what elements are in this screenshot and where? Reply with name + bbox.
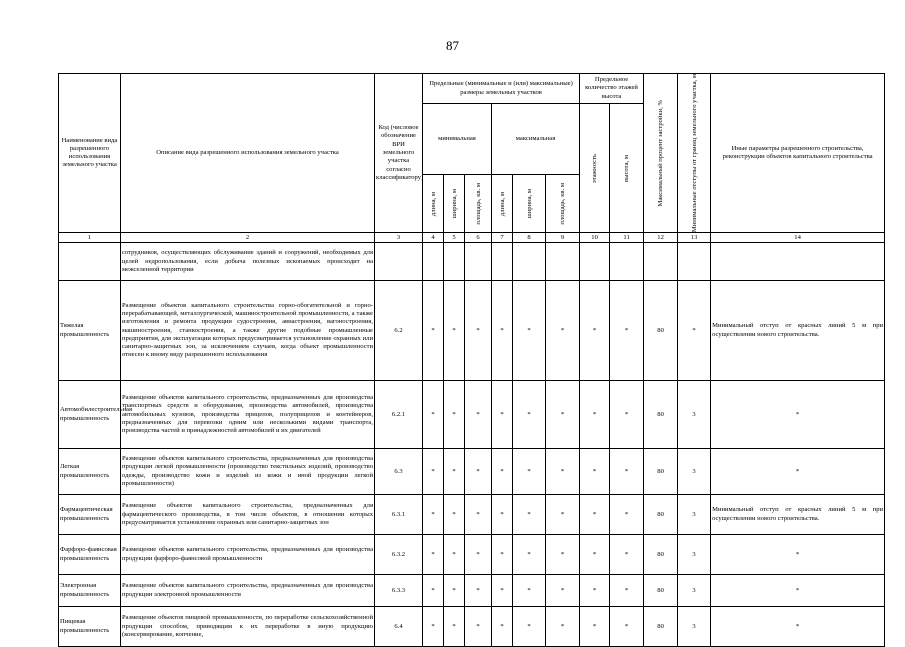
use-description: Размещение объектов капитального строительства горно-обогатительной и горно-перерабатывающей, металлургической, машиностроительной промышленности, а также изготовления и ремонта продукции судостроения, авиастроения, вагоностроения, машиностроения, станкостроения, а также другие подобные промышленные предприятия, для эксплуатации которых предусматривается установление охранных или санитарно-защитных зон, за исключением случаев, когда объект промышленности отнесен к иному виду разрешенного использования — [121, 281, 375, 381]
column-number: 2 — [121, 233, 375, 243]
limit-value: * — [513, 535, 546, 575]
max-build-percent: 80 — [644, 535, 678, 575]
limit-value: * — [546, 281, 580, 381]
page-number: 87 — [446, 38, 459, 53]
use-name: Электронная промышленность — [59, 575, 121, 607]
limit-value: * — [610, 495, 644, 535]
max-build-percent: 80 — [644, 495, 678, 535]
header-code: Код (числовое обозначение ВРИ земельного участка согласно классификатору) — [375, 74, 423, 233]
limit-value: * — [444, 575, 465, 607]
limit-value: * — [492, 449, 513, 495]
limit-value: * — [580, 575, 610, 607]
header-max-length: длина, м — [492, 175, 513, 233]
limit-value: * — [546, 381, 580, 449]
table-row — [59, 281, 885, 381]
column-number: 3 — [375, 233, 423, 243]
use-code: 6.2 — [375, 281, 423, 381]
limit-value: * — [513, 575, 546, 607]
header-max-width: ширина, м — [513, 175, 546, 233]
use-description: Размещение объектов пищевой промышленности, по переработке сельскохозяйственной продукции способом, приводящим к их переработке в иную продукцию (консервирование, копчение, — [121, 607, 375, 647]
column-number: 8 — [513, 233, 546, 243]
header-min: минимальная — [423, 104, 492, 175]
limit-value: * — [580, 281, 610, 381]
header-min-offset: Минимальные отступы от границ земельного участка, м — [678, 74, 711, 233]
limit-value: * — [546, 535, 580, 575]
use-name: Фармацевтическая промышленность — [59, 495, 121, 535]
use-code: 6.3.1 — [375, 495, 423, 535]
limit-value: * — [465, 575, 492, 607]
limit-value: * — [465, 535, 492, 575]
header-height: высота, м — [610, 104, 644, 233]
column-number: 12 — [644, 233, 678, 243]
use-name: Пищевая промышленность — [59, 607, 121, 647]
other-params: * — [711, 575, 885, 607]
column-number: 1 — [59, 233, 121, 243]
other-params: * — [711, 381, 885, 449]
limit-value: * — [423, 535, 444, 575]
limit-value: * — [465, 281, 492, 381]
max-build-percent: 80 — [644, 381, 678, 449]
header-plot-limits: Предельные (минимальные и (или) максимальные) размеры земельных участков — [423, 74, 580, 104]
min-offset: 3 — [678, 449, 711, 495]
limit-value: * — [423, 381, 444, 449]
max-build-percent: 80 — [644, 449, 678, 495]
limit-value: * — [513, 607, 546, 647]
other-params: * — [711, 607, 885, 647]
other-params: * — [711, 535, 885, 575]
use-description: Размещение объектов капитального строительства, предназначенных для производства продукции легкой промышленности (производство текстильных изделий, производство одежды, производство кожи и изделий из кожи и иной продукции легкой промышленности) — [121, 449, 375, 495]
limit-value: * — [423, 449, 444, 495]
limit-value: * — [444, 281, 465, 381]
header-max-build: Максимальный процент застройки, % — [644, 74, 678, 233]
use-name: Легкая промышленность — [59, 449, 121, 495]
min-offset: * — [678, 281, 711, 381]
table-row — [59, 535, 885, 575]
limit-value: * — [444, 535, 465, 575]
min-offset: 3 — [678, 381, 711, 449]
limit-value: * — [513, 281, 546, 381]
limit-value: * — [580, 381, 610, 449]
column-number: 4 — [423, 233, 444, 243]
max-build-percent: 80 — [644, 607, 678, 647]
limit-value: * — [492, 495, 513, 535]
limit-value: * — [492, 381, 513, 449]
limit-value: * — [444, 495, 465, 535]
column-numbers-row — [59, 233, 885, 243]
header-floor-count: этажность — [580, 104, 610, 233]
use-name: Тяжелая промышленность — [59, 281, 121, 381]
limit-value: * — [513, 495, 546, 535]
max-build-percent: 80 — [644, 281, 678, 381]
continuation-description: сотрудников, осуществляющих обслуживание зданий и сооружений, необходимых для целей недропользования, если добыча полезных ископаемых происходит на межселенной территории — [121, 243, 375, 281]
limit-value: * — [546, 607, 580, 647]
header-min-area: площадь, кв. м — [465, 175, 492, 233]
limit-value: * — [610, 535, 644, 575]
column-number: 11 — [610, 233, 644, 243]
limit-value: * — [444, 607, 465, 647]
table-row-continuation — [59, 243, 885, 281]
min-offset: 3 — [678, 495, 711, 535]
column-number: 6 — [465, 233, 492, 243]
limit-value: * — [610, 575, 644, 607]
header-other-params: Иные параметры разрешенного строительства, реконструкции объектов капитального строительства — [711, 74, 885, 233]
use-code: 6.2.1 — [375, 381, 423, 449]
limit-value: * — [492, 607, 513, 647]
use-description: Размещение объектов капитального строительства, предназначенных для производства продукции фарфоро-фаянсовой промышленности — [121, 535, 375, 575]
table-row — [59, 381, 885, 449]
limit-value: * — [610, 449, 644, 495]
header-min-width: ширина, м — [444, 175, 465, 233]
limit-value: * — [580, 495, 610, 535]
limit-value: * — [546, 495, 580, 535]
other-params: Минимальный отступ от красных линий 5 м при осуществлении нового строительства. — [711, 495, 885, 535]
min-offset: 3 — [678, 575, 711, 607]
column-number: 9 — [546, 233, 580, 243]
limit-value: * — [444, 381, 465, 449]
use-description: Размещение объектов капитального строительства, предназначенных для производства транспортных средств и оборудования, производства автомобилей, производства автомобильных кузовов, производства прицепов, полуприцепов и контейнеров, предназначенных для перевозки одним или несколькими видами транспорта, производства частей и принадлежностей автомобилей и их двигателей — [121, 381, 375, 449]
column-number: 14 — [711, 233, 885, 243]
limit-value: * — [546, 449, 580, 495]
limit-value: * — [580, 535, 610, 575]
use-description: Размещение объектов капитального строительства, предназначенных для производства продукции электронной промышленности — [121, 575, 375, 607]
other-params: Минимальный отступ от красных линий 5 м при осуществлении нового строительства. — [711, 281, 885, 381]
limit-value: * — [465, 607, 492, 647]
max-build-percent: 80 — [644, 575, 678, 607]
table-row — [59, 575, 885, 607]
header-floors: Предельное количество этажей высота — [580, 74, 644, 104]
table-row — [59, 607, 885, 647]
limit-value: * — [610, 281, 644, 381]
limit-value: * — [423, 575, 444, 607]
use-description: Размещение объектов капитального строительства, предназначенных для фармацевтического производства, в том числе объектов, в отношении которых предусматривается установление охранных или санитарно-защитных зон — [121, 495, 375, 535]
column-number: 7 — [492, 233, 513, 243]
column-number: 10 — [580, 233, 610, 243]
use-name: Автомобилестроительная промышленность — [59, 381, 121, 449]
column-number: 5 — [444, 233, 465, 243]
other-params: * — [711, 449, 885, 495]
header-min-length: длина, м — [423, 175, 444, 233]
limit-value: * — [610, 607, 644, 647]
use-code: 6.3 — [375, 449, 423, 495]
header-max-area: площадь, кв. м — [546, 175, 580, 233]
limit-value: * — [513, 449, 546, 495]
limit-value: * — [465, 381, 492, 449]
use-name: Фарфоро-фаянсовая промышленность — [59, 535, 121, 575]
limit-value: * — [423, 281, 444, 381]
limit-value: * — [444, 449, 465, 495]
header-max: максимальная — [492, 104, 580, 175]
limit-value: * — [423, 495, 444, 535]
limit-value: * — [546, 575, 580, 607]
use-code: 6.3.2 — [375, 535, 423, 575]
limit-value: * — [580, 449, 610, 495]
regulations-table — [58, 73, 885, 647]
use-code: 6.3.3 — [375, 575, 423, 607]
limit-value: * — [492, 575, 513, 607]
limit-value: * — [513, 381, 546, 449]
limit-value: * — [465, 449, 492, 495]
limit-value: * — [610, 381, 644, 449]
min-offset: 3 — [678, 535, 711, 575]
header-description: Описание вида разрешенного использования земельного участка — [121, 74, 375, 233]
header-name: Наименование вида разрешенного использования земельного участка — [59, 74, 121, 233]
limit-value: * — [465, 495, 492, 535]
limit-value: * — [492, 535, 513, 575]
table-row — [59, 449, 885, 495]
use-code: 6.4 — [375, 607, 423, 647]
column-number: 13 — [678, 233, 711, 243]
limit-value: * — [580, 607, 610, 647]
limit-value: * — [492, 281, 513, 381]
min-offset: 3 — [678, 607, 711, 647]
limit-value: * — [423, 607, 444, 647]
table-row — [59, 495, 885, 535]
